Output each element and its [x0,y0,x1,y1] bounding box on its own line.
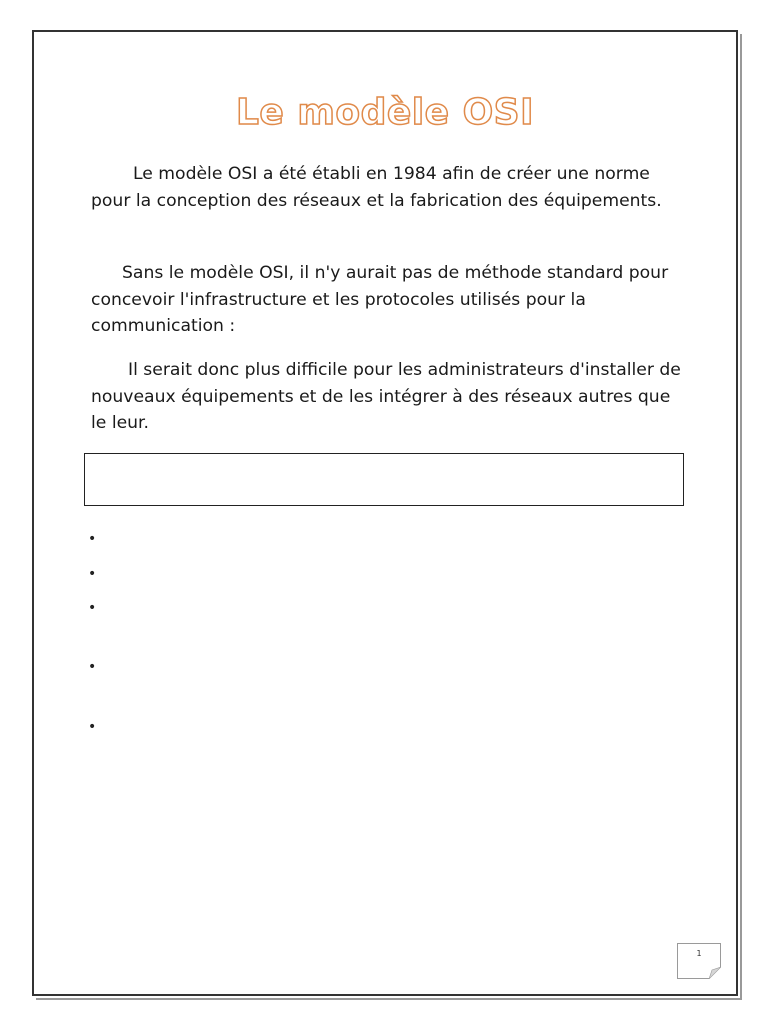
bullet-1: • [88,531,97,547]
document-title: Le modèle OSI [235,92,535,133]
page-curl-icon [709,967,721,979]
document-page [32,30,738,996]
paragraph-1: Le modèle OSI a été établi en 1984 afin de créer une norme pour la conception des réseaux et la fabrication des équipements. [91,164,662,211]
paragraph-3: Il serait donc plus difficile pour les administrateurs d'installer de nouveaux équipements et de les intégrer à des réseaux autres que le leur. [91,360,681,433]
empty-text-box [84,453,684,506]
page-number: 1 [696,949,702,958]
paragraph-2: Sans le modèle OSI, il n'y aurait pas de méthode standard pour concevoir l'infrastructure et les protocoles utilisés pour la communication : [91,263,669,336]
page-number-box [677,943,721,979]
bullet-5: • [88,719,97,735]
bullet-2: • [88,566,97,582]
bullet-3: • [88,600,97,616]
bullet-4: • [88,659,97,675]
